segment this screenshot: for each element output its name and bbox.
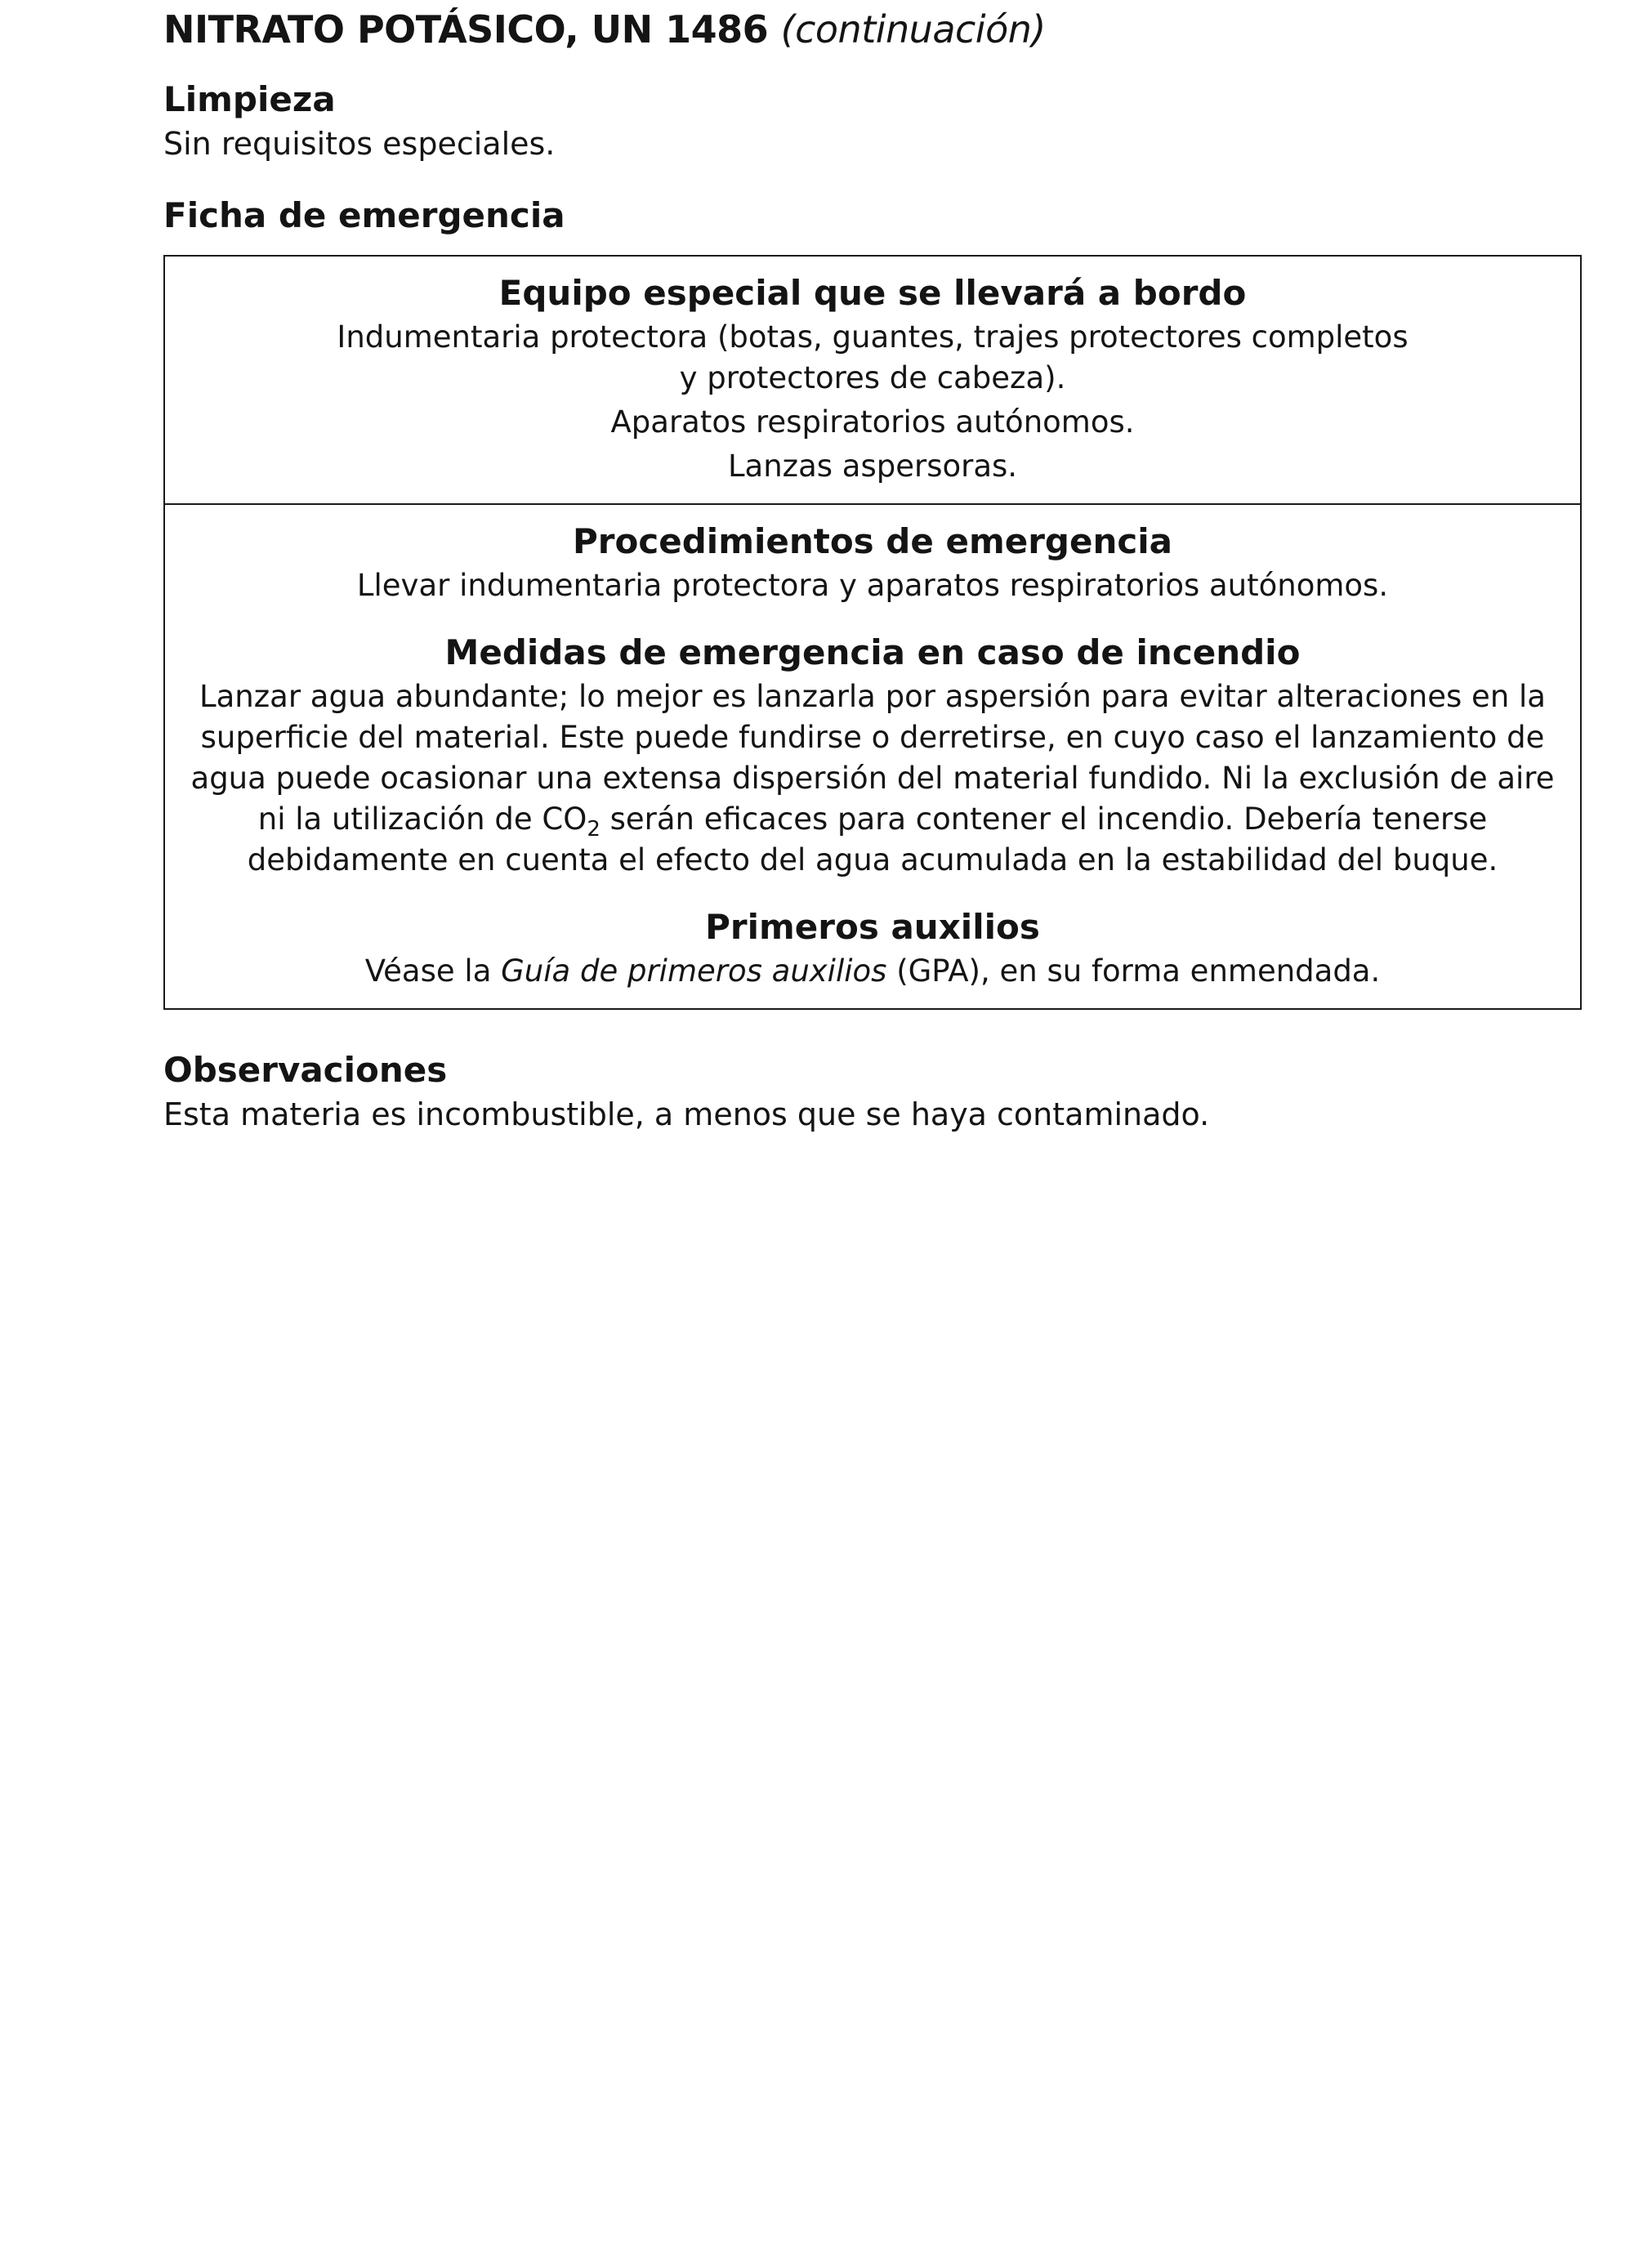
limpieza-text: Sin requisitos especiales. [163, 126, 556, 162]
procedimientos-incendio-auxilios-block [165, 503, 1580, 1008]
auxilios-heading: Primeros auxilios [705, 907, 1040, 947]
co2-subscript: 2 [587, 817, 600, 842]
procedimientos-text: Llevar indumentaria protectora y aparatos respiratorios autónomos. [356, 568, 1389, 603]
gpa-guide-title: Guía de primeros auxilios [501, 953, 887, 989]
observaciones-heading: Observaciones [163, 1050, 448, 1090]
section-ficha-emergencia [163, 193, 1585, 1010]
procedimientos-heading: Procedimientos de emergencia [573, 521, 1172, 561]
observaciones-text: Esta materia es incombustible, a menos que se haya contaminado. [163, 1096, 1210, 1132]
continuation-note: (continuación) [780, 7, 1046, 51]
page-title [163, 0, 1585, 54]
equipo-heading: Equipo especial que se llevará a bordo [498, 273, 1247, 313]
auxilios-text [188, 951, 1557, 992]
incendio-heading: Medidas de emergencia en caso de incendio [444, 632, 1301, 672]
auxilios-text-after: (GPA), en su forma enmendada. [886, 953, 1381, 989]
substance-title: NITRATO POTÁSICO, UN 1486 [163, 7, 769, 51]
document-page [163, 0, 1585, 1136]
equipo-line-1: Indumentaria protectora (botas, guantes, trajes protectores completos y protectores de cabeza). [337, 319, 1409, 395]
equipo-line-2: Aparatos respiratorios autónomos. [610, 404, 1135, 440]
limpieza-heading: Limpieza [163, 79, 336, 119]
emergency-schedule-box [163, 255, 1582, 1010]
auxilios-text-before: Véase la [364, 953, 502, 989]
section-limpieza [163, 77, 1585, 165]
section-observaciones [163, 1047, 1585, 1136]
equipo-block [165, 257, 1580, 503]
incendio-text-part-1: Lanzar agua abundante; lo mejor es lanzarla por aspersión para evitar alteraciones en la superficie del material. Este puede fundirse o derretirse, en cuyo caso el lanzamiento de agua puede ocasionar una extensa dispersión del material fundido. Ni la exclusión de aire ni la utilización de [190, 679, 1555, 837]
incendio-text-part-2: serán eficaces para contener el incendio. Debería tenerse debidamente en cuenta el efecto del agua acumulada en la estabilidad del buque. [247, 801, 1498, 877]
incendio-text [188, 676, 1557, 881]
co2-base: CO [542, 801, 587, 837]
ficha-heading: Ficha de emergencia [163, 195, 565, 235]
co2-formula [542, 801, 600, 842]
equipo-line-3: Lanzas aspersoras. [727, 449, 1018, 484]
